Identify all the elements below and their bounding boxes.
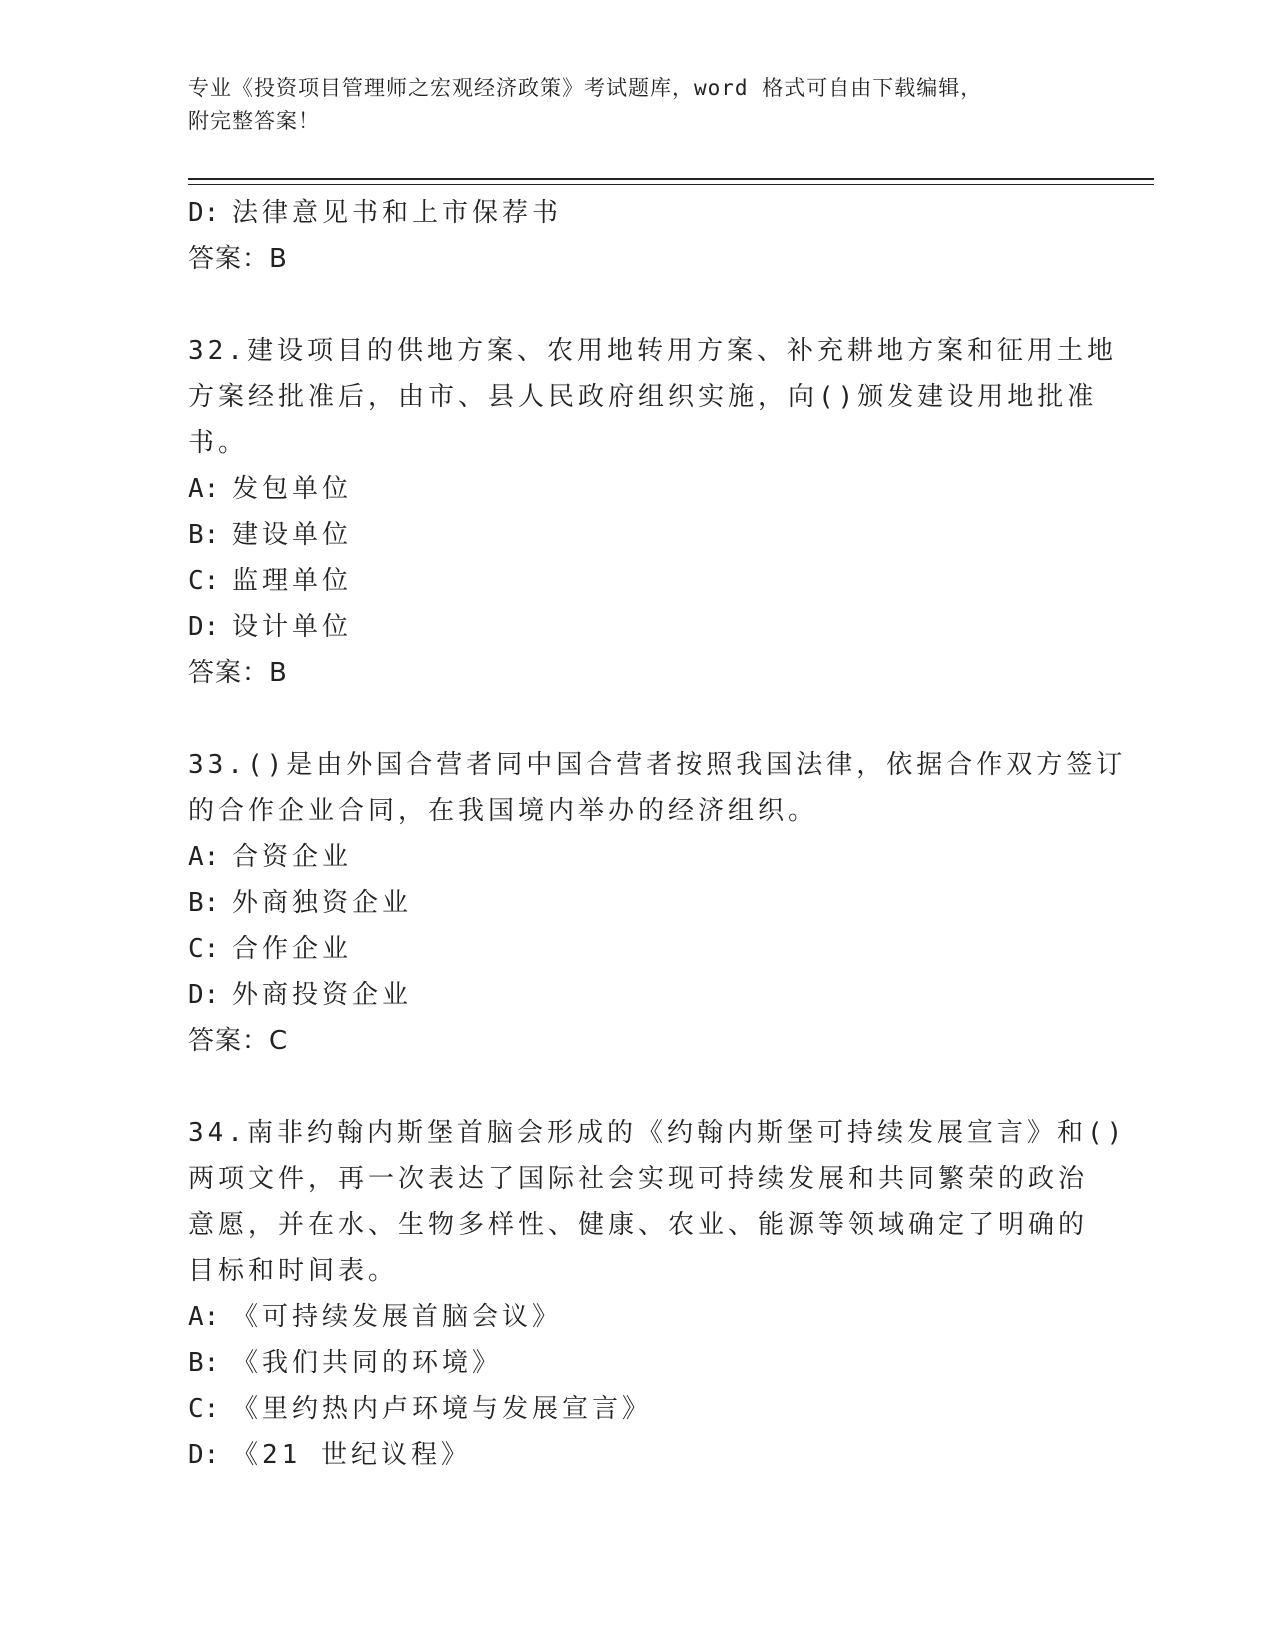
option-c (188, 558, 1078, 604)
option-text: 发包单位 (232, 474, 353, 504)
option-text: 《里约热内卢环境与发展宣言》 (232, 1394, 653, 1424)
option-key: A: (188, 842, 220, 872)
header-line-2: 附完整答案！ (188, 109, 320, 133)
question-stem-line: 意愿，并在水、生物多样性、健康、农业、能源等领域确定了明确的 (188, 1210, 1089, 1240)
option-text: 《21 世纪议程》 (232, 1440, 471, 1470)
header-divider-thin (188, 184, 1154, 185)
option-key: A: (188, 474, 220, 504)
option-c (188, 1386, 1078, 1432)
option-text: 《我们共同的环境》 (232, 1348, 503, 1378)
option-text: 建设单位 (232, 520, 353, 550)
option-text: 外商独资企业 (232, 888, 413, 918)
answer: 答案：C (188, 1026, 289, 1056)
question-content (188, 190, 1127, 1478)
question-33 (188, 742, 1127, 1064)
option-b (188, 880, 1078, 926)
option-key: C: (188, 566, 220, 596)
option-key: B: (188, 888, 220, 918)
option-text: 合资企业 (232, 842, 353, 872)
option-key: D: (188, 980, 220, 1010)
question-stem-line: 目标和时间表。 (188, 1256, 399, 1286)
option-text: 合作企业 (232, 934, 353, 964)
question-stem-line: 两项文件，再一次表达了国际社会实现可持续发展和共同繁荣的政治 (188, 1164, 1089, 1194)
option-key: B: (188, 1348, 220, 1378)
header-line-1: 专业《投资项目管理师之宏观经济政策》考试题库，word 格式可自由下载编辑， (188, 76, 983, 100)
option-text: 监理单位 (232, 566, 353, 596)
option-key: C: (188, 1394, 220, 1424)
option-a (188, 834, 1078, 880)
option-a (188, 466, 1078, 512)
question-stem-line: 书。 (188, 428, 249, 458)
option-b (188, 512, 1078, 558)
question-stem-line: 的合作企业合同，在我国境内举办的经济组织。 (188, 796, 819, 826)
option-d (188, 190, 1078, 236)
option-key: B: (188, 520, 220, 550)
option-d (188, 1432, 1078, 1478)
option-key: A: (188, 1302, 220, 1332)
option-key: D: (188, 198, 220, 228)
option-key: D: (188, 612, 220, 642)
option-text: 外商投资企业 (232, 980, 413, 1010)
option-text: 设计单位 (232, 612, 353, 642)
document-header (188, 72, 1088, 138)
answer: 答案：B (188, 244, 288, 274)
option-text: 法律意见书和上市保荐书 (232, 198, 563, 228)
question-stem-line: 方案经批准后，由市、县人民政府组织实施，向()颁发建设用地批准 (188, 382, 1098, 412)
option-key: D: (188, 1440, 220, 1470)
question-stem-line: 32.建设项目的供地方案、农用地转用方案、补充耕地方案和征用土地 (188, 336, 1117, 366)
question-32 (188, 328, 1117, 696)
option-text: 《可持续发展首脑会议》 (232, 1302, 563, 1332)
option-d (188, 972, 1078, 1018)
option-key: C: (188, 934, 220, 964)
header-divider-thick (188, 178, 1154, 180)
question-stem-line: 34.南非约翰内斯堡首脑会形成的《约翰内斯堡可持续发展宣言》和() (188, 1118, 1127, 1148)
option-c (188, 926, 1078, 972)
question-stem-line: 33.()是由外国合营者同中国合营者按照我国法律，依据合作双方签订 (188, 750, 1127, 780)
option-a (188, 1294, 1078, 1340)
option-b (188, 1340, 1078, 1386)
answer: 答案：B (188, 658, 288, 688)
option-d (188, 604, 1078, 650)
question-34 (188, 1110, 1127, 1478)
